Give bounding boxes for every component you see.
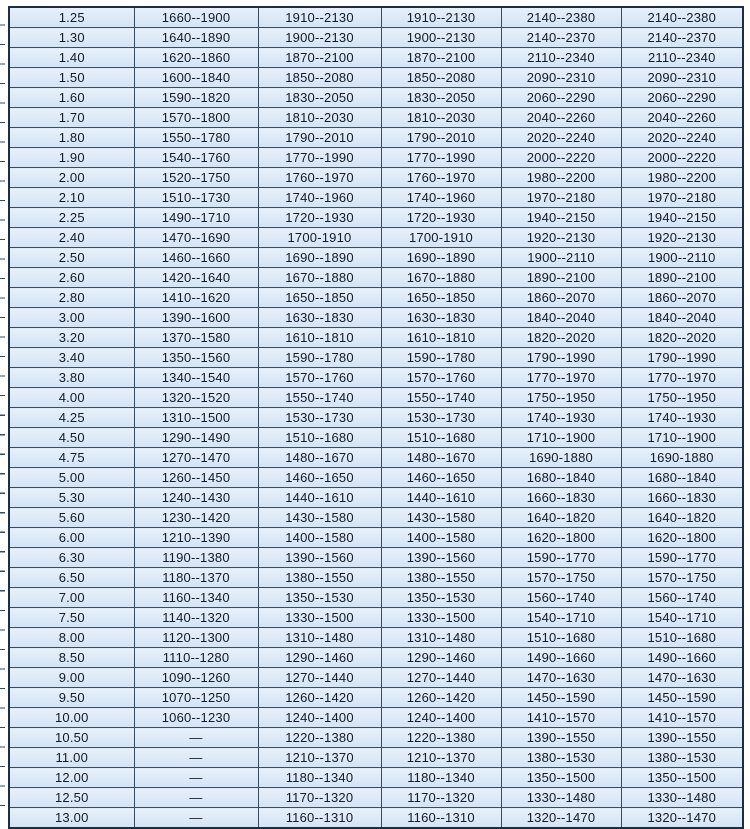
table-cell: 1940--2150 bbox=[621, 208, 743, 228]
table-cell: 2040--2260 bbox=[501, 108, 621, 128]
table-cell: 1680--1840 bbox=[621, 468, 743, 488]
row-key-cell: 3.20 bbox=[9, 328, 134, 348]
table-row bbox=[9, 588, 743, 608]
table-row bbox=[9, 548, 743, 568]
table-cell: 1690--1890 bbox=[258, 248, 381, 268]
table-cell: 1430--1580 bbox=[258, 508, 381, 528]
table-cell: 1570--1800 bbox=[134, 108, 258, 128]
table-cell: 1770--1970 bbox=[501, 368, 621, 388]
table-cell: 1330--1480 bbox=[621, 788, 743, 808]
table-cell: 1290--1460 bbox=[381, 648, 501, 668]
table-cell: 1450--1590 bbox=[501, 688, 621, 708]
table-cell: 1640--1820 bbox=[621, 508, 743, 528]
table-cell: 1540--1710 bbox=[621, 608, 743, 628]
table-cell: 1610--1810 bbox=[381, 328, 501, 348]
table-cell: 1680--1840 bbox=[501, 468, 621, 488]
row-key-cell: 4.75 bbox=[9, 448, 134, 468]
table-cell: 1810--2030 bbox=[381, 108, 501, 128]
table-row bbox=[9, 328, 743, 348]
table-cell: 1720--1930 bbox=[381, 208, 501, 228]
table-cell: 1660--1830 bbox=[501, 488, 621, 508]
table-cell: 1980--2200 bbox=[621, 168, 743, 188]
row-key-cell: 1.40 bbox=[9, 48, 134, 68]
table-cell: 1620--1860 bbox=[134, 48, 258, 68]
table-cell: 1470--1630 bbox=[501, 668, 621, 688]
table-row bbox=[9, 88, 743, 108]
table-cell: 1790--2010 bbox=[258, 128, 381, 148]
table-cell: 1480--1670 bbox=[258, 448, 381, 468]
table-cell: 2020--2240 bbox=[501, 128, 621, 148]
row-key-cell: 6.00 bbox=[9, 528, 134, 548]
table-cell: 2090--2310 bbox=[621, 68, 743, 88]
row-key-cell: 2.50 bbox=[9, 248, 134, 268]
row-key-cell: 4.25 bbox=[9, 408, 134, 428]
table-cell: 1410--1570 bbox=[621, 708, 743, 728]
table-cell: 1330--1500 bbox=[381, 608, 501, 628]
table-cell: 1390--1600 bbox=[134, 308, 258, 328]
table-cell: 2140--2380 bbox=[621, 7, 743, 28]
row-key-cell: 12.50 bbox=[9, 788, 134, 808]
table-cell: 1700-1910 bbox=[258, 228, 381, 248]
table-cell: 2060--2290 bbox=[501, 88, 621, 108]
table-cell: 1740--1930 bbox=[501, 408, 621, 428]
table-cell: 1490--1660 bbox=[501, 648, 621, 668]
table-cell: 1460--1660 bbox=[134, 248, 258, 268]
table-cell: 1340--1540 bbox=[134, 368, 258, 388]
table-cell: 1380--1530 bbox=[501, 748, 621, 768]
table-cell: 1170--1320 bbox=[258, 788, 381, 808]
table-row bbox=[9, 308, 743, 328]
table-cell: 1740--1960 bbox=[258, 188, 381, 208]
table-cell: 1390--1560 bbox=[258, 548, 381, 568]
table-cell: 2140--2370 bbox=[501, 28, 621, 48]
row-key-cell: 1.60 bbox=[9, 88, 134, 108]
row-key-cell: 2.25 bbox=[9, 208, 134, 228]
table-cell: 1510--1680 bbox=[621, 628, 743, 648]
table-cell: 1660--1830 bbox=[621, 488, 743, 508]
row-key-cell: 2.40 bbox=[9, 228, 134, 248]
table-row bbox=[9, 268, 743, 288]
table-cell: 1330--1500 bbox=[258, 608, 381, 628]
table-row bbox=[9, 628, 743, 648]
table-cell: 1090--1260 bbox=[134, 668, 258, 688]
table-cell: 2140--2370 bbox=[621, 28, 743, 48]
table-cell: 1310--1480 bbox=[258, 628, 381, 648]
table-cell: 1970--2180 bbox=[501, 188, 621, 208]
table-cell: 1260--1420 bbox=[258, 688, 381, 708]
row-key-cell: 1.70 bbox=[9, 108, 134, 128]
table-cell: 1620--1800 bbox=[501, 528, 621, 548]
table-cell: 1740--1960 bbox=[381, 188, 501, 208]
table-cell: 1440--1610 bbox=[258, 488, 381, 508]
table-cell: 1840--2040 bbox=[501, 308, 621, 328]
row-key-cell: 10.00 bbox=[9, 708, 134, 728]
table-cell: 1410--1570 bbox=[501, 708, 621, 728]
row-key-cell: 1.90 bbox=[9, 148, 134, 168]
table-cell: 1210--1390 bbox=[134, 528, 258, 548]
table-cell: 1320--1470 bbox=[501, 808, 621, 829]
table-cell: 1700-1910 bbox=[381, 228, 501, 248]
table-cell: 1330--1480 bbox=[501, 788, 621, 808]
table-cell: 2040--2260 bbox=[621, 108, 743, 128]
table-cell: 1310--1480 bbox=[381, 628, 501, 648]
table-cell: 1710--1900 bbox=[621, 428, 743, 448]
row-key-cell: 2.00 bbox=[9, 168, 134, 188]
row-key-cell: 2.60 bbox=[9, 268, 134, 288]
row-key-cell: 11.00 bbox=[9, 748, 134, 768]
table-cell: 1760--1970 bbox=[258, 168, 381, 188]
table-cell: 1170--1320 bbox=[381, 788, 501, 808]
table-cell: 1790--1990 bbox=[501, 348, 621, 368]
table-cell: 1820--2020 bbox=[621, 328, 743, 348]
table-row bbox=[9, 788, 743, 808]
table-cell: 1560--1740 bbox=[621, 588, 743, 608]
row-key-cell: 7.50 bbox=[9, 608, 134, 628]
table-cell: 1670--1880 bbox=[258, 268, 381, 288]
row-key-cell: 3.00 bbox=[9, 308, 134, 328]
table-row bbox=[9, 7, 743, 28]
table-cell: 1840--2040 bbox=[621, 308, 743, 328]
table-cell: 1460--1650 bbox=[258, 468, 381, 488]
table-cell: 1640--1890 bbox=[134, 28, 258, 48]
table-cell: 1060--1230 bbox=[134, 708, 258, 728]
table-cell: 1810--2030 bbox=[258, 108, 381, 128]
table-row bbox=[9, 708, 743, 728]
table-cell: 1650--1850 bbox=[381, 288, 501, 308]
table-cell: 1540--1760 bbox=[134, 148, 258, 168]
table-row bbox=[9, 168, 743, 188]
table-cell: 1770--1990 bbox=[258, 148, 381, 168]
table-cell: 1570--1750 bbox=[621, 568, 743, 588]
table-cell: 1690-1880 bbox=[621, 448, 743, 468]
row-key-cell: 9.50 bbox=[9, 688, 134, 708]
table-row bbox=[9, 508, 743, 528]
table-row bbox=[9, 608, 743, 628]
table-cell: 1830--2050 bbox=[381, 88, 501, 108]
table-cell: 1570--1750 bbox=[501, 568, 621, 588]
table-cell: 1790--2010 bbox=[381, 128, 501, 148]
table-row bbox=[9, 468, 743, 488]
table-cell: 1670--1880 bbox=[381, 268, 501, 288]
table-cell: 1290--1460 bbox=[258, 648, 381, 668]
row-key-cell: 1.80 bbox=[9, 128, 134, 148]
table-cell: — bbox=[134, 768, 258, 788]
table-cell: 2140--2380 bbox=[501, 7, 621, 28]
row-key-cell: 2.10 bbox=[9, 188, 134, 208]
table-body bbox=[9, 7, 743, 828]
table-cell: 1240--1430 bbox=[134, 488, 258, 508]
table-row bbox=[9, 288, 743, 308]
table-cell: 1820--2020 bbox=[501, 328, 621, 348]
table-cell: — bbox=[134, 788, 258, 808]
table-cell: 1190--1380 bbox=[134, 548, 258, 568]
table-cell: 1900--2130 bbox=[258, 28, 381, 48]
table-cell: 1920--2130 bbox=[501, 228, 621, 248]
table-row bbox=[9, 528, 743, 548]
table-cell: 1570--1760 bbox=[258, 368, 381, 388]
row-key-cell: 1.30 bbox=[9, 28, 134, 48]
table-cell: 1400--1580 bbox=[381, 528, 501, 548]
row-key-cell: 9.00 bbox=[9, 668, 134, 688]
table-row bbox=[9, 388, 743, 408]
table-cell: 1690-1880 bbox=[501, 448, 621, 468]
table-cell: 1720--1930 bbox=[258, 208, 381, 228]
table-cell: 1970--2180 bbox=[621, 188, 743, 208]
table-cell: 1260--1450 bbox=[134, 468, 258, 488]
table-cell: 1590--1820 bbox=[134, 88, 258, 108]
table-cell: 1510--1680 bbox=[258, 428, 381, 448]
table-cell: 1590--1780 bbox=[381, 348, 501, 368]
table-cell: 1390--1550 bbox=[501, 728, 621, 748]
table-row bbox=[9, 48, 743, 68]
table-cell: 1490--1660 bbox=[621, 648, 743, 668]
table-row bbox=[9, 668, 743, 688]
row-key-cell: 5.00 bbox=[9, 468, 134, 488]
row-key-cell: 1.25 bbox=[9, 7, 134, 28]
table-cell: 1590--1770 bbox=[501, 548, 621, 568]
table-cell: — bbox=[134, 748, 258, 768]
table-cell: 1610--1810 bbox=[258, 328, 381, 348]
table-cell: 1370--1580 bbox=[134, 328, 258, 348]
table-cell: 1530--1730 bbox=[258, 408, 381, 428]
table-cell: 1430--1580 bbox=[381, 508, 501, 528]
table-cell: 1750--1950 bbox=[621, 388, 743, 408]
table-cell: 2000--2220 bbox=[621, 148, 743, 168]
table-cell: 1860--2070 bbox=[501, 288, 621, 308]
table-cell: 1520--1750 bbox=[134, 168, 258, 188]
table-cell: 1350--1530 bbox=[381, 588, 501, 608]
row-key-cell: 8.50 bbox=[9, 648, 134, 668]
table-cell: 1220--1380 bbox=[381, 728, 501, 748]
table-row bbox=[9, 488, 743, 508]
table-cell: 1920--2130 bbox=[621, 228, 743, 248]
row-key-cell: 6.50 bbox=[9, 568, 134, 588]
table-row bbox=[9, 728, 743, 748]
table-row bbox=[9, 228, 743, 248]
table-cell: 1980--2200 bbox=[501, 168, 621, 188]
table-cell: 1850--2080 bbox=[381, 68, 501, 88]
table-cell: 1850--2080 bbox=[258, 68, 381, 88]
table-cell: 1940--2150 bbox=[501, 208, 621, 228]
table-cell: 2060--2290 bbox=[621, 88, 743, 108]
table-cell: 1600--1840 bbox=[134, 68, 258, 88]
table-cell: 1770--1970 bbox=[621, 368, 743, 388]
table-row bbox=[9, 748, 743, 768]
table-cell: 1550--1740 bbox=[258, 388, 381, 408]
table-cell: 2110--2340 bbox=[621, 48, 743, 68]
table-cell: 1240--1400 bbox=[258, 708, 381, 728]
table-cell: 1470--1630 bbox=[621, 668, 743, 688]
table-cell: — bbox=[134, 808, 258, 829]
table-cell: 1270--1440 bbox=[381, 668, 501, 688]
row-key-cell: 8.00 bbox=[9, 628, 134, 648]
table-cell: 1160--1340 bbox=[134, 588, 258, 608]
row-key-cell: 5.60 bbox=[9, 508, 134, 528]
table-cell: 1860--2070 bbox=[621, 288, 743, 308]
table-cell: 1490--1710 bbox=[134, 208, 258, 228]
table-cell: 1550--1780 bbox=[134, 128, 258, 148]
table-cell: 1630--1830 bbox=[258, 308, 381, 328]
table-cell: 1380--1550 bbox=[258, 568, 381, 588]
table-cell: 1350--1560 bbox=[134, 348, 258, 368]
table-cell: 1480--1670 bbox=[381, 448, 501, 468]
table-row bbox=[9, 428, 743, 448]
table-cell: — bbox=[134, 728, 258, 748]
row-key-cell: 6.30 bbox=[9, 548, 134, 568]
table-cell: 1140--1320 bbox=[134, 608, 258, 628]
table-cell: 1550--1740 bbox=[381, 388, 501, 408]
table-row bbox=[9, 28, 743, 48]
table-cell: 1910--2130 bbox=[258, 7, 381, 28]
row-key-cell: 10.50 bbox=[9, 728, 134, 748]
table-cell: 1640--1820 bbox=[501, 508, 621, 528]
table-cell: 1510--1680 bbox=[381, 428, 501, 448]
table-cell: 1160--1310 bbox=[381, 808, 501, 829]
table-row bbox=[9, 408, 743, 428]
row-key-cell: 7.00 bbox=[9, 588, 134, 608]
table-cell: 1590--1770 bbox=[621, 548, 743, 568]
table-cell: 1750--1950 bbox=[501, 388, 621, 408]
table-cell: 1510--1680 bbox=[501, 628, 621, 648]
table-cell: 1510--1730 bbox=[134, 188, 258, 208]
table-cell: 1570--1760 bbox=[381, 368, 501, 388]
table-cell: 1270--1470 bbox=[134, 448, 258, 468]
table-row bbox=[9, 188, 743, 208]
table-row bbox=[9, 768, 743, 788]
table-cell: 1260--1420 bbox=[381, 688, 501, 708]
table-cell: 1530--1730 bbox=[381, 408, 501, 428]
table-cell: 1890--2100 bbox=[501, 268, 621, 288]
table-cell: 1180--1340 bbox=[258, 768, 381, 788]
table-cell: 1460--1650 bbox=[381, 468, 501, 488]
table-cell: 1160--1310 bbox=[258, 808, 381, 829]
table-cell: 1450--1590 bbox=[621, 688, 743, 708]
table-cell: 1400--1580 bbox=[258, 528, 381, 548]
table-cell: 1230--1420 bbox=[134, 508, 258, 528]
table-cell: 1470--1690 bbox=[134, 228, 258, 248]
table-cell: 1180--1370 bbox=[134, 568, 258, 588]
table-cell: 2090--2310 bbox=[501, 68, 621, 88]
table-row bbox=[9, 688, 743, 708]
table-cell: 1440--1610 bbox=[381, 488, 501, 508]
table-cell: 2020--2240 bbox=[621, 128, 743, 148]
table-cell: 1910--2130 bbox=[381, 7, 501, 28]
table-cell: 1210--1370 bbox=[258, 748, 381, 768]
table-cell: 1070--1250 bbox=[134, 688, 258, 708]
table-row bbox=[9, 248, 743, 268]
table-cell: 1110--1280 bbox=[134, 648, 258, 668]
table-cell: 1620--1800 bbox=[621, 528, 743, 548]
table-cell: 2110--2340 bbox=[501, 48, 621, 68]
row-key-cell: 2.80 bbox=[9, 288, 134, 308]
table-cell: 2000--2220 bbox=[501, 148, 621, 168]
table-cell: 1690--1890 bbox=[381, 248, 501, 268]
table-cell: 1180--1340 bbox=[381, 768, 501, 788]
table-cell: 1310--1500 bbox=[134, 408, 258, 428]
table-cell: 1270--1440 bbox=[258, 668, 381, 688]
table-cell: 1420--1640 bbox=[134, 268, 258, 288]
table-cell: 1890--2100 bbox=[621, 268, 743, 288]
table-cell: 1830--2050 bbox=[258, 88, 381, 108]
table-cell: 1220--1380 bbox=[258, 728, 381, 748]
table-cell: 1350--1500 bbox=[501, 768, 621, 788]
table-cell: 1900--2110 bbox=[621, 248, 743, 268]
table-cell: 1770--1990 bbox=[381, 148, 501, 168]
cropped-column-edge bbox=[0, 6, 5, 806]
row-key-cell: 4.00 bbox=[9, 388, 134, 408]
table-row bbox=[9, 368, 743, 388]
table-cell: 1660--1900 bbox=[134, 7, 258, 28]
table-row bbox=[9, 108, 743, 128]
table-cell: 1240--1400 bbox=[381, 708, 501, 728]
table-cell: 1870--2100 bbox=[258, 48, 381, 68]
table-row bbox=[9, 568, 743, 588]
row-key-cell: 3.40 bbox=[9, 348, 134, 368]
table-cell: 1350--1530 bbox=[258, 588, 381, 608]
table-cell: 1900--2130 bbox=[381, 28, 501, 48]
table-cell: 1540--1710 bbox=[501, 608, 621, 628]
table-cell: 1710--1900 bbox=[501, 428, 621, 448]
row-key-cell: 3.80 bbox=[9, 368, 134, 388]
table-row bbox=[9, 348, 743, 368]
row-key-cell: 5.30 bbox=[9, 488, 134, 508]
table-cell: 1560--1740 bbox=[501, 588, 621, 608]
table-cell: 1210--1370 bbox=[381, 748, 501, 768]
table-cell: 1870--2100 bbox=[381, 48, 501, 68]
table-cell: 1380--1550 bbox=[381, 568, 501, 588]
table-row bbox=[9, 448, 743, 468]
row-key-cell: 12.00 bbox=[9, 768, 134, 788]
table-cell: 1320--1520 bbox=[134, 388, 258, 408]
table-cell: 1380--1530 bbox=[621, 748, 743, 768]
table-row bbox=[9, 808, 743, 829]
table-cell: 1760--1970 bbox=[381, 168, 501, 188]
table-cell: 1350--1500 bbox=[621, 768, 743, 788]
table-cell: 1120--1300 bbox=[134, 628, 258, 648]
table-cell: 1740--1930 bbox=[621, 408, 743, 428]
table-cell: 1390--1560 bbox=[381, 548, 501, 568]
table-cell: 1390--1550 bbox=[621, 728, 743, 748]
row-key-cell: 4.50 bbox=[9, 428, 134, 448]
row-key-cell: 1.50 bbox=[9, 68, 134, 88]
table-cell: 1630--1830 bbox=[381, 308, 501, 328]
table-cell: 1290--1490 bbox=[134, 428, 258, 448]
table-cell: 1590--1780 bbox=[258, 348, 381, 368]
table-cell: 1900--2110 bbox=[501, 248, 621, 268]
table-row bbox=[9, 648, 743, 668]
row-key-cell: 13.00 bbox=[9, 808, 134, 829]
table-row bbox=[9, 208, 743, 228]
table-cell: 1790--1990 bbox=[621, 348, 743, 368]
table-cell: 1410--1620 bbox=[134, 288, 258, 308]
data-table bbox=[8, 6, 744, 829]
table-row bbox=[9, 148, 743, 168]
table-row bbox=[9, 128, 743, 148]
table-cell: 1650--1850 bbox=[258, 288, 381, 308]
table-cell: 1320--1470 bbox=[621, 808, 743, 829]
table-row bbox=[9, 68, 743, 88]
